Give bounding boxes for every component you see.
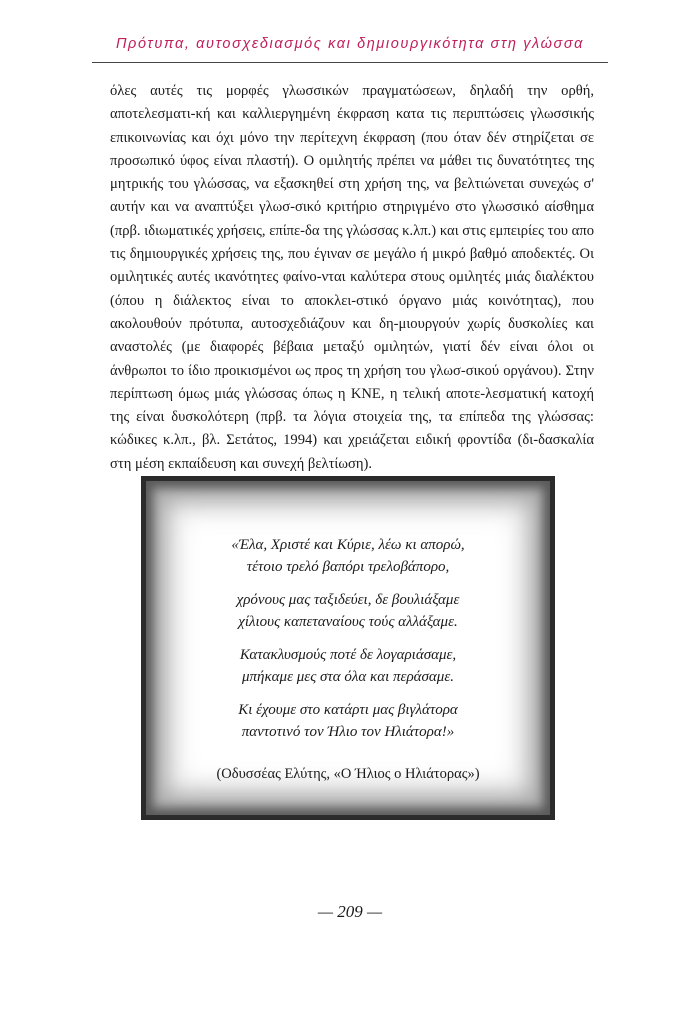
poem-line: παντοτινό τον Ήλιο τον Ηλιάτορα!» (241, 723, 455, 740)
poem-stanza (143, 645, 553, 688)
poem (143, 535, 553, 755)
poem-line: μπήκαμε μες στα όλα και περάσαμε. (242, 668, 454, 685)
poem-attribution: (Οδυσσέας Ελύτης, «Ο Ήλιος ο Ηλιάτορας») (216, 766, 480, 782)
poem-line: χρόνους μας ταξιδεύει, δε βουλιάξαμε (236, 592, 460, 608)
body-paragraph: όλες αυτές τις μορφές γλωσσικών πραγματώσεων, δηλαδή την ορθή, αποτελεσματι-κή και καλλιεργημένη έκφραση κατα τις περιπτώσεις γλωσσικής επικοινωνίας και όχι μόνο την περίτεχνη έκφραση (που όταν δέν στηρίζεται σε προσωπικό ύφος είναι πλαστή). Ο ομιλητής πρέπει να μάθει τις δυνατότητες της μητρικής του γλώσσας, να εξασκηθεί στη χρήση της, να βελτιώνεται συνεχώς σ' αυτήν και να αναπτύξει γλωσ-σικό κριτήριο στηριγμένο στο γλωσσικό αίσθημα (πρβ. ιδιωματικές χρήσεις, επίπε-δα της γλώσσας κ.λπ.) και στις εμπειρίες του απο τις δημιουργικές χρήσεις της, που έγιναν σε μεγάλο ή μικρό βαθμό αποδεκτές. Οι ομιλητικές αυτές ικανότητες φαίνο-νται καλύτερα στους ομιλητές μιάς διαλέκτου (όπου η διάλεκτος είναι το αποκλει-στικό όργανο μιάς κοινότητας), που ακολουθούν πρότυπα, αυτοσχεδιάζουν και δη-μιουργούν χωρίς δυσκολίες και αναστολές (με διαφορές βέβαια μεταξύ ομιλητών, γιατί δέν είναι όλοι οι άνθρωποι το ίδιο προικισμένοι ως προς τη χρήση του γλωσ-σικού οργάνου). Στην περίπτωση όμως μιάς γλώσσας όπως η ΚΝΕ, η τελική αποτε-λεσματική κατοχή της είναι δυσκολότερη (πρβ. τα λόγια στοιχεία της, τα επίπεδα της γλώσσας: κώδικες κ.λπ., βλ. Σετάτος, 1994) και χρειάζεται ειδική φροντίδα (δι-δασκαλία στη μέση εκπαίδευση και συνεχή βελτίωση). (110, 83, 594, 472)
poem-line: Κατακλυσμούς ποτέ δε λογαριάσαμε, (239, 647, 457, 663)
poem-line: «Έλα, Χριστέ και Κύριε, λέω κι απορώ, (231, 537, 465, 553)
poem-line: Κι έχουμε στο κατάρτι μας βιγλάτορα (238, 702, 458, 718)
page-number: — 209 — (317, 902, 383, 921)
poem-line: τέτοιο τρελό βαπόρι τρελοβάπορο, (246, 558, 450, 575)
poem-quote-frame (141, 476, 555, 820)
header-rule (92, 62, 608, 63)
running-head-title: Πρότυπα, αυτοσχεδιασμός και δημιουργικότητα στη γλώσσα (115, 36, 585, 52)
poem-stanza (143, 590, 553, 633)
poem-stanza (143, 535, 553, 578)
poem-stanza (143, 700, 553, 743)
poem-line: χίλιους καπεταναίους τούς αλλάξαμε. (238, 613, 458, 630)
